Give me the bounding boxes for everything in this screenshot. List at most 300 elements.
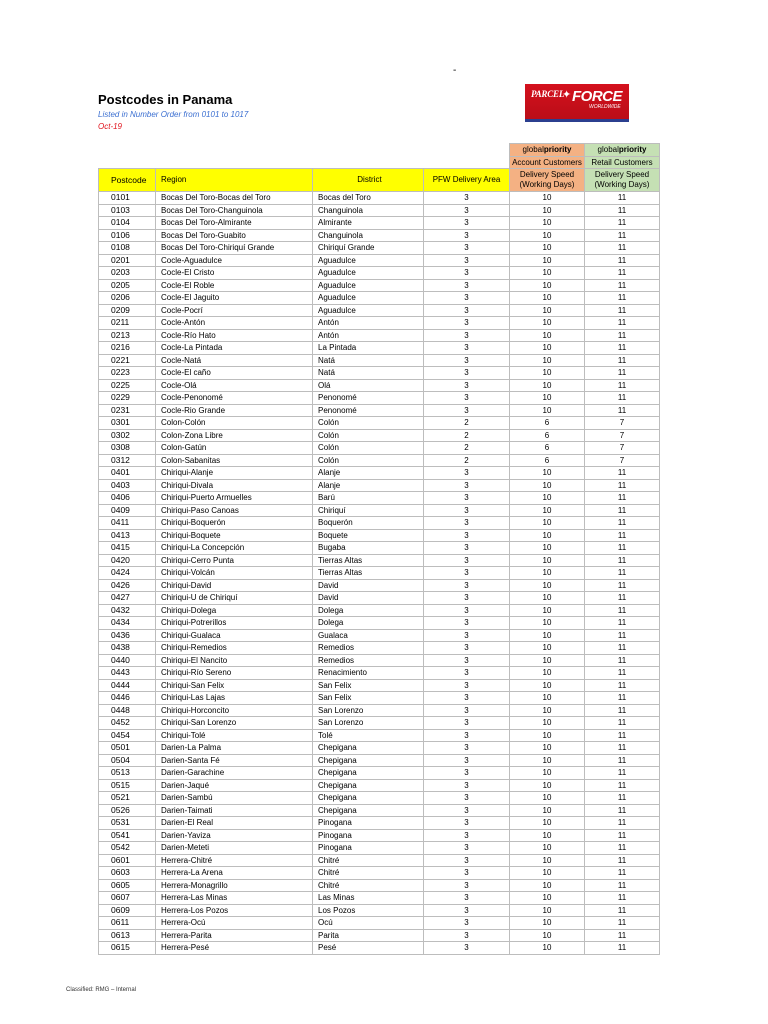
cell-district: Remedios: [313, 642, 424, 655]
cell-district: Chepigana: [313, 792, 424, 805]
table-row: [99, 629, 660, 642]
cell-delivery-area: 3: [424, 204, 510, 217]
cell-retail-speed: 11: [585, 242, 660, 255]
cell-retail-speed: 11: [585, 704, 660, 717]
retail-customers-label: Retail Customers: [585, 156, 660, 169]
table-row: [99, 754, 660, 767]
cell-retail-speed: 7: [585, 429, 660, 442]
cell-account-speed: 6: [510, 429, 585, 442]
cell-district: Tierras Altas: [313, 567, 424, 580]
cell-district: Chepigana: [313, 742, 424, 755]
cell-account-speed: 10: [510, 567, 585, 580]
cell-retail-speed: 11: [585, 854, 660, 867]
cell-district: San Lorenzo: [313, 704, 424, 717]
cell-region: Chiriqui-David: [156, 579, 313, 592]
cell-region: Colon-Sabanitas: [156, 454, 313, 467]
cell-delivery-area: 3: [424, 779, 510, 792]
cell-delivery-area: 3: [424, 267, 510, 280]
cell-region: Darien-Meteti: [156, 842, 313, 855]
cell-region: Cocle-Natá: [156, 354, 313, 367]
cell-account-speed: 10: [510, 279, 585, 292]
cell-region: Darien-Yaviza: [156, 829, 313, 842]
table-row: [99, 779, 660, 792]
cell-region: Herrera-Los Pozos: [156, 904, 313, 917]
table-row: [99, 579, 660, 592]
cell-postcode: 0420: [99, 554, 156, 567]
cell-delivery-area: 3: [424, 804, 510, 817]
logo-force-text: FORCE: [572, 88, 622, 105]
cell-district: Chepigana: [313, 804, 424, 817]
table-row: [99, 667, 660, 680]
cell-delivery-area: 3: [424, 792, 510, 805]
cell-postcode: 0432: [99, 604, 156, 617]
cell-delivery-area: 3: [424, 742, 510, 755]
cell-region: Cocle-Pocrí: [156, 304, 313, 317]
cell-postcode: 0106: [99, 229, 156, 242]
table-row: [99, 429, 660, 442]
cell-region: Herrera-La Arena: [156, 867, 313, 880]
cell-district: Gualaca: [313, 629, 424, 642]
cell-district: Chiriquí Grande: [313, 242, 424, 255]
parcelforce-logo: [525, 84, 629, 122]
cell-account-speed: 10: [510, 517, 585, 530]
cell-delivery-area: 3: [424, 354, 510, 367]
cell-postcode: 0526: [99, 804, 156, 817]
table-row: [99, 817, 660, 830]
cell-postcode: 0201: [99, 254, 156, 267]
cell-account-speed: 10: [510, 217, 585, 230]
table-row: [99, 229, 660, 242]
cell-account-speed: 10: [510, 317, 585, 330]
cell-postcode: 0301: [99, 417, 156, 430]
cell-retail-speed: 11: [585, 692, 660, 705]
cell-delivery-area: 3: [424, 504, 510, 517]
cell-district: David: [313, 579, 424, 592]
cell-retail-speed: 11: [585, 929, 660, 942]
table-row: [99, 904, 660, 917]
customer-type-row: [99, 156, 660, 169]
cell-region: Darien-Jaqué: [156, 779, 313, 792]
cell-account-speed: 10: [510, 779, 585, 792]
cell-district: Renacimiento: [313, 667, 424, 680]
cell-district: Colón: [313, 417, 424, 430]
cell-district: Pesé: [313, 942, 424, 955]
cell-district: Aguadulce: [313, 304, 424, 317]
table-row: [99, 854, 660, 867]
cell-account-speed: 10: [510, 204, 585, 217]
cell-delivery-area: 3: [424, 867, 510, 880]
table-row: [99, 879, 660, 892]
table-row: [99, 492, 660, 505]
cell-delivery-area: 2: [424, 442, 510, 455]
cell-retail-speed: 11: [585, 567, 660, 580]
cell-delivery-area: 3: [424, 629, 510, 642]
cell-delivery-area: 3: [424, 829, 510, 842]
cell-district: Dolega: [313, 604, 424, 617]
cell-delivery-area: 3: [424, 567, 510, 580]
cell-account-speed: 10: [510, 492, 585, 505]
cell-region: Cocle-El caño: [156, 367, 313, 380]
cell-postcode: 0223: [99, 367, 156, 380]
cell-delivery-area: 3: [424, 392, 510, 405]
cell-region: Chiriqui-Horconcito: [156, 704, 313, 717]
cell-region: Herrera-Ocú: [156, 917, 313, 930]
cell-retail-speed: 11: [585, 354, 660, 367]
cell-account-speed: 10: [510, 679, 585, 692]
cell-delivery-area: 3: [424, 617, 510, 630]
cell-region: Darien-Sambú: [156, 792, 313, 805]
cell-retail-speed: 11: [585, 542, 660, 555]
cell-postcode: 0438: [99, 642, 156, 655]
cell-retail-speed: 7: [585, 442, 660, 455]
logo-underline: [525, 119, 629, 122]
cell-district: Aguadulce: [313, 279, 424, 292]
cell-delivery-area: 3: [424, 717, 510, 730]
table-row: [99, 567, 660, 580]
cell-retail-speed: 11: [585, 842, 660, 855]
table-row: [99, 379, 660, 392]
cell-delivery-area: 3: [424, 892, 510, 905]
cell-delivery-area: 3: [424, 404, 510, 417]
table-row: [99, 467, 660, 480]
logo-star-icon: ✦: [562, 89, 572, 101]
cell-account-speed: 10: [510, 354, 585, 367]
cell-account-speed: 10: [510, 392, 585, 405]
cell-district: Chepigana: [313, 767, 424, 780]
cell-account-speed: 10: [510, 504, 585, 517]
table-row: [99, 604, 660, 617]
cell-district: Penonomé: [313, 392, 424, 405]
cell-delivery-area: 3: [424, 692, 510, 705]
classification-footer: Classified: RMG – Internal: [66, 987, 137, 993]
cell-account-speed: 10: [510, 667, 585, 680]
cell-delivery-area: 3: [424, 317, 510, 330]
cell-account-speed: 10: [510, 379, 585, 392]
table-row: [99, 367, 660, 380]
cell-account-speed: 10: [510, 942, 585, 955]
table-row: [99, 742, 660, 755]
cell-region: Bocas Del Toro-Almirante: [156, 217, 313, 230]
cell-retail-speed: 11: [585, 754, 660, 767]
cell-region: Darien-Santa Fé: [156, 754, 313, 767]
cell-district: Boquete: [313, 529, 424, 542]
account-customers-label: Account Customers: [510, 156, 585, 169]
cell-district: Changuinola: [313, 204, 424, 217]
cell-account-speed: 10: [510, 642, 585, 655]
cell-district: La Pintada: [313, 342, 424, 355]
cell-postcode: 0609: [99, 904, 156, 917]
cell-account-speed: 6: [510, 442, 585, 455]
table-row: [99, 354, 660, 367]
cell-postcode: 0605: [99, 879, 156, 892]
cell-district: San Felix: [313, 692, 424, 705]
cell-retail-speed: 11: [585, 867, 660, 880]
table-row: [99, 542, 660, 555]
cell-retail-speed: 11: [585, 304, 660, 317]
cell-account-speed: 10: [510, 629, 585, 642]
cell-postcode: 0501: [99, 742, 156, 755]
cell-retail-speed: 11: [585, 529, 660, 542]
cell-district: Chitré: [313, 854, 424, 867]
cell-postcode: 0406: [99, 492, 156, 505]
cell-region: Cocle-Aguadulce: [156, 254, 313, 267]
cell-account-speed: 10: [510, 229, 585, 242]
table-row: [99, 792, 660, 805]
cell-region: Chiriqui-Boquete: [156, 529, 313, 542]
cell-postcode: 0401: [99, 467, 156, 480]
cell-account-speed: 6: [510, 417, 585, 430]
cell-region: Chiriqui-San Lorenzo: [156, 717, 313, 730]
cell-district: Colón: [313, 442, 424, 455]
cell-region: Colon-Gatún: [156, 442, 313, 455]
cell-postcode: 0221: [99, 354, 156, 367]
cell-delivery-area: 3: [424, 292, 510, 305]
cell-district: Antón: [313, 317, 424, 330]
cell-retail-speed: 11: [585, 467, 660, 480]
cell-district: Natá: [313, 367, 424, 380]
page-title: Postcodes in Panama: [98, 92, 233, 107]
cell-account-speed: 10: [510, 692, 585, 705]
cell-postcode: 0302: [99, 429, 156, 442]
cell-postcode: 0229: [99, 392, 156, 405]
cell-district: Pinogana: [313, 817, 424, 830]
cell-region: Herrera-Monagrillo: [156, 879, 313, 892]
cell-delivery-area: 3: [424, 529, 510, 542]
cell-account-speed: 10: [510, 904, 585, 917]
cell-retail-speed: 11: [585, 654, 660, 667]
cell-postcode: 0203: [99, 267, 156, 280]
cell-district: Antón: [313, 329, 424, 342]
cell-account-speed: 10: [510, 767, 585, 780]
cell-delivery-area: 3: [424, 704, 510, 717]
col-postcode: Postcode: [99, 169, 156, 192]
cell-retail-speed: 11: [585, 892, 660, 905]
cell-delivery-area: 3: [424, 192, 510, 205]
cell-postcode: 0513: [99, 767, 156, 780]
cell-delivery-area: 3: [424, 479, 510, 492]
cell-account-speed: 10: [510, 929, 585, 942]
cell-delivery-area: 3: [424, 917, 510, 930]
cell-region: Cocle-La Pintada: [156, 342, 313, 355]
cell-retail-speed: 11: [585, 392, 660, 405]
cell-region: Chiriqui-Cerro Punta: [156, 554, 313, 567]
cell-account-speed: 10: [510, 329, 585, 342]
cell-account-speed: 10: [510, 842, 585, 855]
table-row: [99, 204, 660, 217]
cell-district: Dolega: [313, 617, 424, 630]
cell-retail-speed: 7: [585, 454, 660, 467]
cell-region: Darien-La Palma: [156, 742, 313, 755]
cell-district: Alanje: [313, 479, 424, 492]
col-district: District: [313, 169, 424, 192]
cell-postcode: 0211: [99, 317, 156, 330]
cell-retail-speed: 11: [585, 829, 660, 842]
cell-district: Pinogana: [313, 829, 424, 842]
table-row: [99, 267, 660, 280]
cell-district: Alanje: [313, 467, 424, 480]
cell-district: Bocas del Toro: [313, 192, 424, 205]
cell-retail-speed: 11: [585, 817, 660, 830]
cell-delivery-area: 3: [424, 367, 510, 380]
cell-retail-speed: 11: [585, 579, 660, 592]
cell-account-speed: 10: [510, 542, 585, 555]
cell-region: Herrera-Las Minas: [156, 892, 313, 905]
table-row: [99, 892, 660, 905]
cell-delivery-area: 3: [424, 654, 510, 667]
table-row: [99, 654, 660, 667]
cell-region: Bocas Del Toro-Guabito: [156, 229, 313, 242]
cell-district: Bugaba: [313, 542, 424, 555]
table-row: [99, 679, 660, 692]
stray-mark: -: [453, 65, 457, 76]
table-row: [99, 392, 660, 405]
table-row: [99, 917, 660, 930]
cell-retail-speed: 11: [585, 404, 660, 417]
cell-delivery-area: 3: [424, 492, 510, 505]
cell-district: Colón: [313, 454, 424, 467]
cell-district: Aguadulce: [313, 267, 424, 280]
cell-retail-speed: 11: [585, 504, 660, 517]
cell-account-speed: 10: [510, 479, 585, 492]
cell-district: Las Minas: [313, 892, 424, 905]
cell-account-speed: 10: [510, 467, 585, 480]
cell-region: Chiriqui-El Nancito: [156, 654, 313, 667]
cell-district: Barú: [313, 492, 424, 505]
cell-account-speed: 10: [510, 592, 585, 605]
cell-delivery-area: 3: [424, 667, 510, 680]
cell-region: Darien-El Real: [156, 817, 313, 830]
cell-retail-speed: 11: [585, 204, 660, 217]
table-row: [99, 442, 660, 455]
cell-postcode: 0101: [99, 192, 156, 205]
cell-postcode: 0413: [99, 529, 156, 542]
cell-district: Pinogana: [313, 842, 424, 855]
cell-account-speed: 10: [510, 829, 585, 842]
cell-postcode: 0440: [99, 654, 156, 667]
cell-postcode: 0607: [99, 892, 156, 905]
table-row: [99, 767, 660, 780]
cell-region: Herrera-Parita: [156, 929, 313, 942]
cell-district: Chitré: [313, 867, 424, 880]
cell-district: Remedios: [313, 654, 424, 667]
cell-delivery-area: 3: [424, 542, 510, 555]
cell-region: Bocas Del Toro-Chiriquí Grande: [156, 242, 313, 255]
cell-account-speed: 10: [510, 267, 585, 280]
page-subtitle: Listed in Number Order from 0101 to 1017: [98, 110, 249, 119]
cell-delivery-area: 3: [424, 904, 510, 917]
cell-delivery-area: 3: [424, 242, 510, 255]
cell-district: Chepigana: [313, 779, 424, 792]
cell-district: Aguadulce: [313, 254, 424, 267]
cell-delivery-area: 3: [424, 254, 510, 267]
cell-postcode: 0541: [99, 829, 156, 842]
cell-postcode: 0415: [99, 542, 156, 555]
cell-region: Cocle-El Cristo: [156, 267, 313, 280]
table-row: [99, 404, 660, 417]
cell-account-speed: 10: [510, 804, 585, 817]
cell-delivery-area: 3: [424, 229, 510, 242]
table-row: [99, 554, 660, 567]
cell-retail-speed: 11: [585, 767, 660, 780]
cell-postcode: 0615: [99, 942, 156, 955]
table-row: [99, 192, 660, 205]
cell-delivery-area: 3: [424, 217, 510, 230]
cell-account-speed: 10: [510, 292, 585, 305]
cell-region: Colon-Colón: [156, 417, 313, 430]
table-row: [99, 804, 660, 817]
cell-postcode: 0444: [99, 679, 156, 692]
cell-retail-speed: 11: [585, 479, 660, 492]
cell-retail-speed: 11: [585, 667, 660, 680]
cell-delivery-area: 3: [424, 817, 510, 830]
cell-retail-speed: 11: [585, 592, 660, 605]
cell-region: Darien-Garachine: [156, 767, 313, 780]
cell-retail-speed: 11: [585, 717, 660, 730]
cell-retail-speed: 11: [585, 729, 660, 742]
cell-retail-speed: 11: [585, 279, 660, 292]
table-row: [99, 479, 660, 492]
cell-account-speed: 10: [510, 917, 585, 930]
cell-delivery-area: 3: [424, 342, 510, 355]
cell-region: Chiriqui-San Felix: [156, 679, 313, 692]
table-row: [99, 729, 660, 742]
cell-retail-speed: 11: [585, 617, 660, 630]
cell-postcode: 0206: [99, 292, 156, 305]
cell-account-speed: 10: [510, 879, 585, 892]
cell-retail-speed: 11: [585, 742, 660, 755]
brand-header-row: [99, 144, 660, 157]
cell-district: Chepigana: [313, 754, 424, 767]
cell-region: Colon-Zona Libre: [156, 429, 313, 442]
cell-postcode: 0312: [99, 454, 156, 467]
cell-postcode: 0611: [99, 917, 156, 930]
table-row: [99, 942, 660, 955]
cell-account-speed: 10: [510, 867, 585, 880]
cell-postcode: 0225: [99, 379, 156, 392]
cell-delivery-area: 2: [424, 417, 510, 430]
cell-delivery-area: 3: [424, 879, 510, 892]
cell-account-speed: 10: [510, 742, 585, 755]
cell-account-speed: 10: [510, 192, 585, 205]
cell-delivery-area: 3: [424, 754, 510, 767]
cell-region: Cocle-Rio Grande: [156, 404, 313, 417]
cell-postcode: 0426: [99, 579, 156, 592]
cell-delivery-area: 3: [424, 579, 510, 592]
cell-account-speed: 10: [510, 554, 585, 567]
cell-retail-speed: 11: [585, 554, 660, 567]
cell-postcode: 0448: [99, 704, 156, 717]
cell-retail-speed: 11: [585, 229, 660, 242]
cell-retail-speed: 11: [585, 192, 660, 205]
cell-postcode: 0443: [99, 667, 156, 680]
table-row: [99, 929, 660, 942]
cell-region: Chiriqui-La Concepción: [156, 542, 313, 555]
cell-retail-speed: 11: [585, 267, 660, 280]
cell-account-speed: 10: [510, 654, 585, 667]
table-row: [99, 329, 660, 342]
cell-account-speed: 10: [510, 754, 585, 767]
cell-district: Chiriquí: [313, 504, 424, 517]
cell-delivery-area: 2: [424, 454, 510, 467]
cell-postcode: 0103: [99, 204, 156, 217]
cell-region: Chiriqui-Puerto Armuelles: [156, 492, 313, 505]
table-row: [99, 217, 660, 230]
cell-retail-speed: 11: [585, 517, 660, 530]
cell-postcode: 0308: [99, 442, 156, 455]
cell-region: Herrera-Pesé: [156, 942, 313, 955]
table-row: [99, 517, 660, 530]
cell-region: Chiriqui-Paso Canoas: [156, 504, 313, 517]
